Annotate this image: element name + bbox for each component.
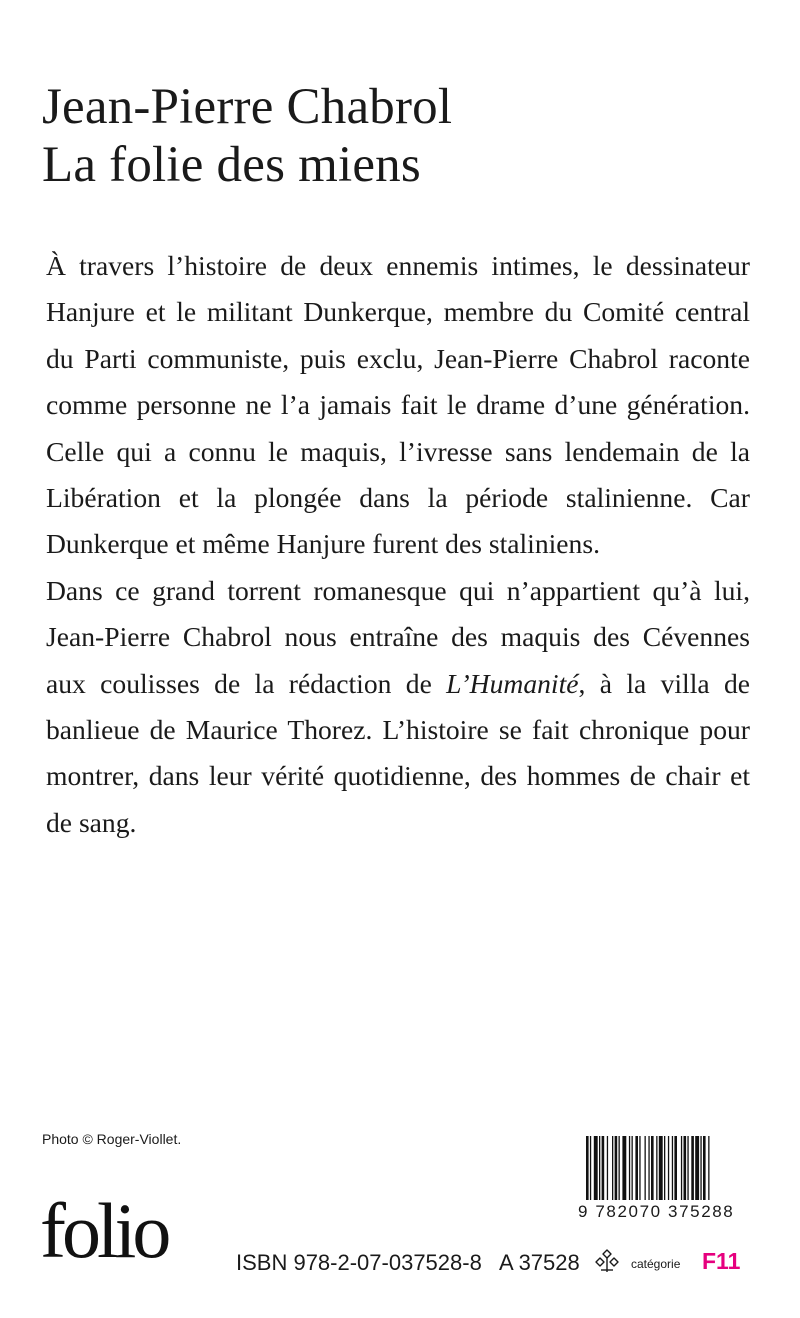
photo-credit: Photo © Roger-Viollet. bbox=[42, 1131, 182, 1147]
category-code: F11 bbox=[702, 1248, 741, 1274]
cover-header bbox=[42, 78, 742, 194]
category-label: catégorie bbox=[631, 1257, 681, 1271]
folio-logo: folio bbox=[40, 1187, 168, 1274]
blurb bbox=[46, 243, 750, 846]
blurb-paragraph-1: À travers l’histoire de deux ennemis intimes, le dessinateur Hanjure et le militant Dunkerque, membre du Comité central du Parti communiste, puis exclu, Jean-Pierre Chabrol raconte comme personne ne l’a jamais fait le drame d’une génération. Celle qui a connu le maquis, l’ivresse sans lendemain de la Libération et la plongée dans la période stalinienne. Car Dunkerque et même Hanjure furent des staliniens. bbox=[46, 250, 750, 560]
barcode-icon bbox=[586, 1136, 754, 1200]
blurb-text: , à la villa de banlieue de Maurice Thorez. L’histoire se fait chronique pour montrer, dans leur vérité quotidienne, des hommes de chair et de sang. bbox=[46, 667, 750, 838]
isbn-number: ISBN 978-2-07-037528-8 bbox=[236, 1250, 482, 1275]
newspaper-title: L’Humanité bbox=[446, 667, 579, 699]
catalog-code: A 37528 bbox=[499, 1250, 580, 1275]
blurb-paragraph-2 bbox=[46, 568, 750, 846]
author-name: Jean-Pierre Chabrol bbox=[42, 79, 453, 135]
blurb-text: Dans ce grand torrent romanesque qui n’appartient qu’à lui, Jean-Pierre Chabrol nous entraîne des maquis des Cévennes aux coulisses de la rédaction de bbox=[46, 574, 750, 699]
gallimard-emblem-icon bbox=[595, 1248, 619, 1274]
barcode-block bbox=[578, 1136, 754, 1222]
book-title: La folie des miens bbox=[42, 137, 421, 193]
barcode-digits: 9 782070 375288 bbox=[578, 1202, 735, 1221]
